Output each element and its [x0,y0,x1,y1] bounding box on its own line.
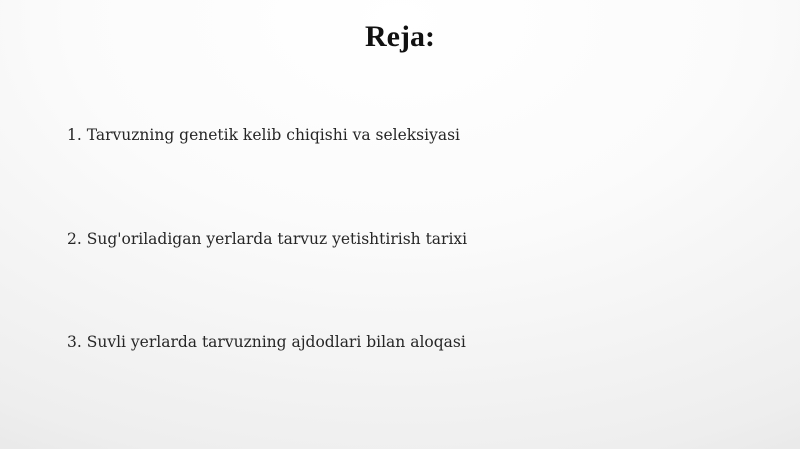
plan-item-1: 1. Tarvuzning genetik kelib chiqishi va seleksiyasi [67,126,460,144]
plan-item-2: 2. Sug'oriladigan yerlarda tarvuz yetishtirish tarixi [67,230,468,248]
slide-title: Reja: [365,20,435,53]
plan-item-3: 3. Suvli yerlarda tarvuzning ajdodlari bilan aloqasi [67,333,466,351]
